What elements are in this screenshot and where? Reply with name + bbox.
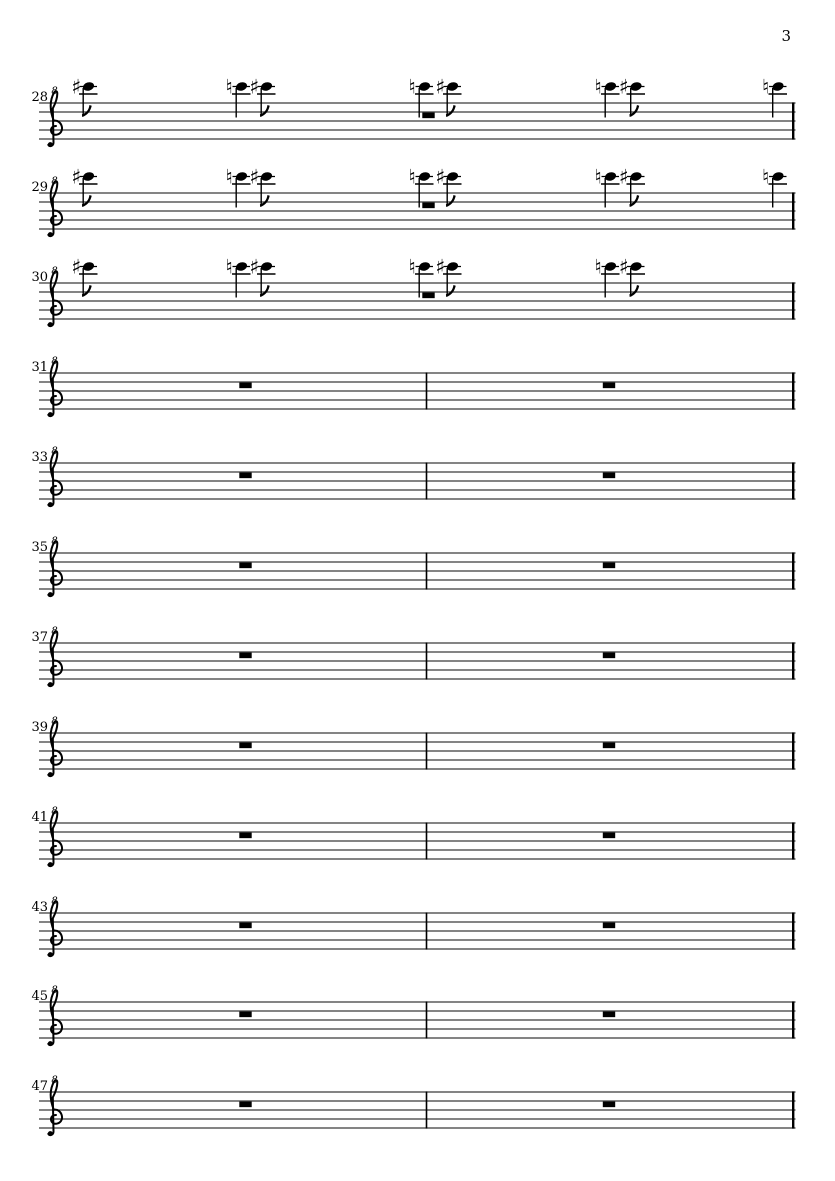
natural-accidental: ♮ — [594, 164, 602, 189]
sharp-accidental: ♯ — [435, 74, 446, 99]
whole-rest — [603, 1102, 615, 1108]
measure-number: 41 — [31, 810, 49, 825]
measure-number: 47 — [31, 1079, 49, 1094]
natural-accidental: ♮ — [594, 254, 602, 279]
note — [226, 165, 251, 208]
page-number: 3 — [781, 27, 791, 45]
staff-system — [32, 806, 796, 867]
whole-rest — [603, 473, 615, 479]
sharp-accidental: ♯ — [618, 74, 629, 99]
measure-number: 28 — [31, 90, 49, 105]
whole-rest — [239, 833, 251, 839]
note — [595, 255, 620, 298]
note — [435, 165, 461, 207]
whole-rest — [603, 383, 615, 389]
note — [249, 165, 275, 207]
treble-clef-icon — [48, 91, 62, 146]
treble-clef-ball — [48, 592, 53, 597]
natural-accidental: ♮ — [408, 164, 416, 189]
barline — [426, 1001, 428, 1038]
barline — [426, 732, 428, 769]
staff-system — [32, 446, 796, 507]
treble-clef-icon — [48, 181, 62, 236]
natural-accidental: ♮ — [408, 254, 416, 279]
treble-clef-icon — [48, 361, 62, 416]
sharp-accidental: ♯ — [71, 74, 82, 99]
note — [71, 255, 97, 297]
whole-rest — [239, 383, 251, 389]
whole-rest — [603, 1012, 615, 1018]
treble-clef-icon — [48, 631, 62, 686]
staff-system — [32, 75, 796, 148]
octave-8-label: 8 — [51, 536, 58, 547]
sharp-accidental: ♯ — [71, 164, 82, 189]
whole-rest — [239, 1102, 251, 1108]
treble-clef-ball — [48, 412, 53, 417]
barline — [426, 1091, 428, 1128]
treble-clef-ball — [48, 952, 53, 957]
note — [619, 255, 645, 297]
treble-clef-icon — [48, 811, 62, 866]
treble-clef-ball — [48, 682, 53, 687]
natural-accidental: ♮ — [594, 74, 602, 99]
sharp-accidental: ♯ — [435, 254, 446, 279]
measure-number: 43 — [31, 900, 49, 915]
octave-8-label: 8 — [51, 356, 58, 367]
whole-rest — [239, 653, 251, 659]
whole-rest — [239, 743, 251, 749]
note — [409, 165, 434, 208]
treble-clef-ball — [48, 1131, 53, 1136]
whole-rest — [603, 833, 615, 839]
whole-rest — [603, 923, 615, 929]
sharp-accidental: ♯ — [249, 164, 260, 189]
octave-8-label: 8 — [51, 985, 58, 996]
treble-clef-ball — [48, 232, 53, 237]
natural-accidental: ♮ — [225, 164, 233, 189]
octave-8-label: 8 — [51, 446, 58, 457]
final-barline — [792, 642, 794, 679]
whole-rest — [422, 293, 434, 299]
octave-8-label: 8 — [51, 716, 58, 727]
final-barline — [792, 822, 794, 859]
measure-number: 39 — [31, 720, 49, 735]
final-barline — [792, 912, 794, 949]
note — [226, 75, 251, 118]
final-barline — [792, 282, 794, 319]
sharp-accidental: ♯ — [618, 164, 629, 189]
whole-rest — [603, 743, 615, 749]
note — [595, 165, 620, 208]
treble-clef-ball — [48, 322, 53, 327]
barline — [426, 462, 428, 499]
whole-rest — [422, 203, 434, 209]
final-barline — [792, 192, 794, 229]
octave-8-label: 8 — [51, 86, 58, 97]
barline — [426, 642, 428, 679]
barline — [426, 912, 428, 949]
note — [226, 255, 251, 298]
staff-system — [32, 536, 796, 597]
treble-clef-ball — [48, 1041, 53, 1046]
barline — [426, 822, 428, 859]
final-barline — [792, 1001, 794, 1038]
staff-system — [32, 255, 796, 328]
note — [249, 75, 275, 117]
final-barline — [792, 552, 794, 589]
natural-accidental: ♮ — [225, 254, 233, 279]
sharp-accidental: ♯ — [249, 74, 260, 99]
staff-system — [32, 1075, 796, 1136]
whole-rest — [239, 923, 251, 929]
octave-8-label: 8 — [51, 176, 58, 187]
barline — [426, 552, 428, 589]
whole-rest — [603, 653, 615, 659]
sharp-accidental: ♯ — [249, 254, 260, 279]
treble-clef-icon — [48, 721, 62, 776]
treble-clef-icon — [48, 451, 62, 506]
treble-clef-icon — [48, 541, 62, 596]
whole-rest — [239, 563, 251, 569]
note — [762, 75, 787, 118]
note — [435, 255, 461, 297]
note — [762, 165, 787, 208]
sharp-accidental: ♯ — [618, 254, 629, 279]
staff-system — [32, 165, 796, 238]
measure-number: 29 — [31, 180, 49, 195]
staff-system — [32, 896, 796, 957]
measure-number: 33 — [31, 450, 49, 465]
measure-number: 31 — [31, 360, 49, 375]
staff-system — [32, 356, 796, 417]
octave-8-label: 8 — [51, 1075, 58, 1086]
whole-rest — [603, 563, 615, 569]
note — [71, 75, 97, 117]
natural-accidental: ♮ — [762, 164, 770, 189]
note — [595, 75, 620, 118]
note — [619, 165, 645, 207]
measure-number: 37 — [31, 630, 49, 645]
barline — [426, 372, 428, 409]
treble-clef-icon — [48, 271, 62, 326]
treble-clef-icon — [48, 901, 62, 956]
octave-8-label: 8 — [51, 806, 58, 817]
octave-8-label: 8 — [51, 896, 58, 907]
whole-rest — [239, 1012, 251, 1018]
note — [71, 165, 97, 207]
staff-system — [32, 985, 796, 1046]
octave-8-label: 8 — [51, 626, 58, 637]
final-barline — [792, 102, 794, 139]
final-barline — [792, 372, 794, 409]
natural-accidental: ♮ — [408, 74, 416, 99]
measure-number: 45 — [31, 989, 49, 1004]
sharp-accidental: ♯ — [435, 164, 446, 189]
treble-clef-icon — [48, 990, 62, 1045]
whole-rest — [239, 473, 251, 479]
measure-number: 35 — [31, 540, 49, 555]
natural-accidental: ♮ — [225, 74, 233, 99]
note — [435, 75, 461, 117]
measure-number: 30 — [31, 270, 49, 285]
note — [409, 255, 434, 298]
staff-system — [32, 716, 796, 777]
treble-clef-icon — [48, 1080, 62, 1135]
treble-clef-ball — [48, 772, 53, 777]
note — [249, 255, 275, 297]
note — [619, 75, 645, 117]
whole-rest — [422, 113, 434, 119]
sharp-accidental: ♯ — [71, 254, 82, 279]
treble-clef-ball — [48, 142, 53, 147]
final-barline — [792, 462, 794, 499]
treble-clef-ball — [48, 502, 53, 507]
octave-8-label: 8 — [51, 266, 58, 277]
natural-accidental: ♮ — [762, 74, 770, 99]
final-barline — [792, 732, 794, 769]
staff-system — [32, 626, 796, 687]
note — [409, 75, 434, 118]
final-barline — [792, 1091, 794, 1128]
treble-clef-ball — [48, 862, 53, 867]
